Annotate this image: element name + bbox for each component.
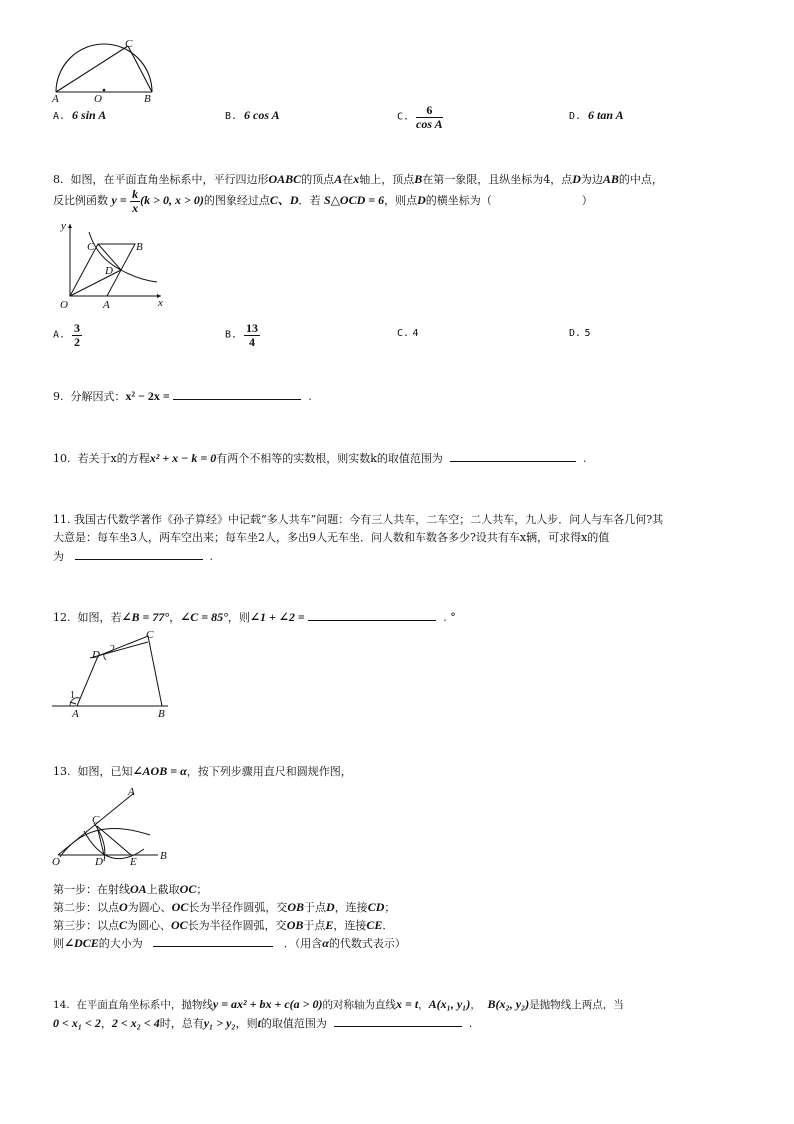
q8-label-c: C bbox=[87, 241, 95, 253]
q12-label-1: 1 bbox=[70, 690, 75, 701]
q7-option-a: A. 6 sin A bbox=[53, 108, 107, 122]
q13-label-e: E bbox=[130, 856, 137, 868]
q8-k-over-x: $\frac{k}{x}$ bbox=[132, 186, 139, 215]
q11-line1: 11. 我国古代数学著作《孙子算经》中记载“多人共车”问题：今有三人共车，二车空；二人共车，九人步．问人与车各几何?其 bbox=[53, 513, 664, 526]
q7-label-b: B bbox=[144, 93, 151, 104]
q8-option-d: D. 5 bbox=[569, 328, 591, 339]
q7-label-o: O bbox=[94, 93, 102, 104]
q11-answer-blank[interactable] bbox=[75, 549, 203, 560]
q8-option-b: B. $\frac{13}{4}$ bbox=[225, 321, 259, 349]
q12-quadrilateral-figure bbox=[50, 628, 180, 720]
q13-label-c: C bbox=[92, 814, 100, 826]
q13-step1: 第一步：在射线OA上截取OC； bbox=[53, 882, 208, 896]
q12-label-a: A bbox=[72, 708, 79, 720]
q13-label-d: D bbox=[95, 856, 103, 868]
q8-label-b: B bbox=[136, 241, 143, 253]
q8-label-o: O bbox=[60, 299, 68, 310]
q7-label-a: A bbox=[52, 93, 59, 104]
q13-question: 13. 如图，已知∠AOB = α，按下列步骤用直尺和圆规作图， bbox=[53, 764, 352, 778]
q13-label-a: A bbox=[128, 786, 135, 798]
q12-label-c: C bbox=[146, 629, 154, 641]
q8-label-x: x bbox=[158, 297, 163, 309]
q12-question: 12. 如图，若∠B = 77°，∠C = 85°，则∠1 + ∠2 = . ° bbox=[53, 610, 456, 624]
q7-option-c-fraction: $\frac{6}{\text{cos A}}$ bbox=[416, 103, 443, 131]
q7-option-c: C. $\frac{6}{\text{cos A}}$ bbox=[397, 103, 443, 131]
q8-coordinate-figure bbox=[55, 218, 167, 310]
q13-label-b: B bbox=[160, 850, 167, 862]
q12-answer-blank[interactable] bbox=[308, 610, 436, 621]
q8-label-y: y bbox=[61, 220, 66, 232]
q10-question: 10. 若关于x的方程x² + x − k = 0有两个不相等的实数根，则实数k的取值范围为 . bbox=[53, 451, 587, 465]
q8-option-b-fraction: $\frac{13}{4}$ bbox=[246, 321, 259, 349]
q7-option-b: B. 6 cos A bbox=[225, 108, 280, 122]
q8-option-a-fraction: $\frac{3}{2}$ bbox=[74, 321, 81, 349]
q13-step2: 第二步：以点O为圆心、OC长为半径作圆弧，交OB于点D，连接CD； bbox=[53, 900, 396, 914]
q12-label-d: D bbox=[92, 649, 100, 661]
q13-answer-line: 则∠DCE的大小为 ．（用含α的代数式表示） bbox=[53, 936, 406, 950]
q13-construction-figure bbox=[50, 785, 180, 870]
q8-line1: 8. 如图，在平面直角坐标系中，平行四边形OABC的顶点A在x轴上，顶点B在第一象限，且纵坐标为4，点D为边AB的中点， bbox=[53, 172, 663, 186]
q11-line3: 为 . bbox=[53, 550, 213, 563]
q13-answer-blank[interactable] bbox=[153, 936, 273, 947]
q10-answer-blank[interactable] bbox=[450, 451, 576, 462]
q8-option-a: A. $\frac{3}{2}$ bbox=[53, 321, 81, 349]
q8-label-a: A bbox=[103, 299, 110, 310]
q9-question: 9. 分解因式：x² − 2x = . bbox=[53, 389, 312, 403]
q14-line2: 0 < x₁ < 2，2 < x₂ < 4时，总有y₁ > y₂，则t的取值范围为 . bbox=[53, 1016, 473, 1030]
q7-label-c: C bbox=[125, 38, 133, 50]
q8-option-c: C. 4 bbox=[397, 328, 419, 339]
q8-line2: 反比例函数 y = $\frac{k}{x}$ (k > 0, x > 0)的图象经过点C、D．若 S△OCD = 6，则点D的横坐标为（ ） bbox=[53, 186, 593, 215]
q9-answer-blank[interactable] bbox=[173, 389, 301, 400]
q11-line2: 大意是：每车坐3人，两车空出来；每车坐2人，多出9人无车坐．问人数和车数各多少?设共有车x辆，可求得x的值 bbox=[53, 531, 610, 544]
q7-option-d: D. 6 tan A bbox=[569, 108, 624, 122]
q13-step3: 第三步：以点C为圆心、OC长为半径作圆弧，交OB于点E，连接CE． bbox=[53, 918, 394, 932]
q13-label-o: O bbox=[52, 856, 60, 868]
q7-semicircle-figure bbox=[50, 36, 160, 104]
q8-label-d: D bbox=[105, 265, 113, 277]
q12-label-b: B bbox=[158, 708, 165, 720]
q14-line1: 14. 在平面直角坐标系中，抛物线y = ax² + bx + c(a > 0)的对称轴为直线x = t，A(x₁, y₁)， B(x₂, y₂)是抛物线上两点，当 bbox=[53, 997, 624, 1011]
q12-label-2: 2 bbox=[110, 644, 115, 655]
q14-answer-blank[interactable] bbox=[334, 1016, 462, 1027]
